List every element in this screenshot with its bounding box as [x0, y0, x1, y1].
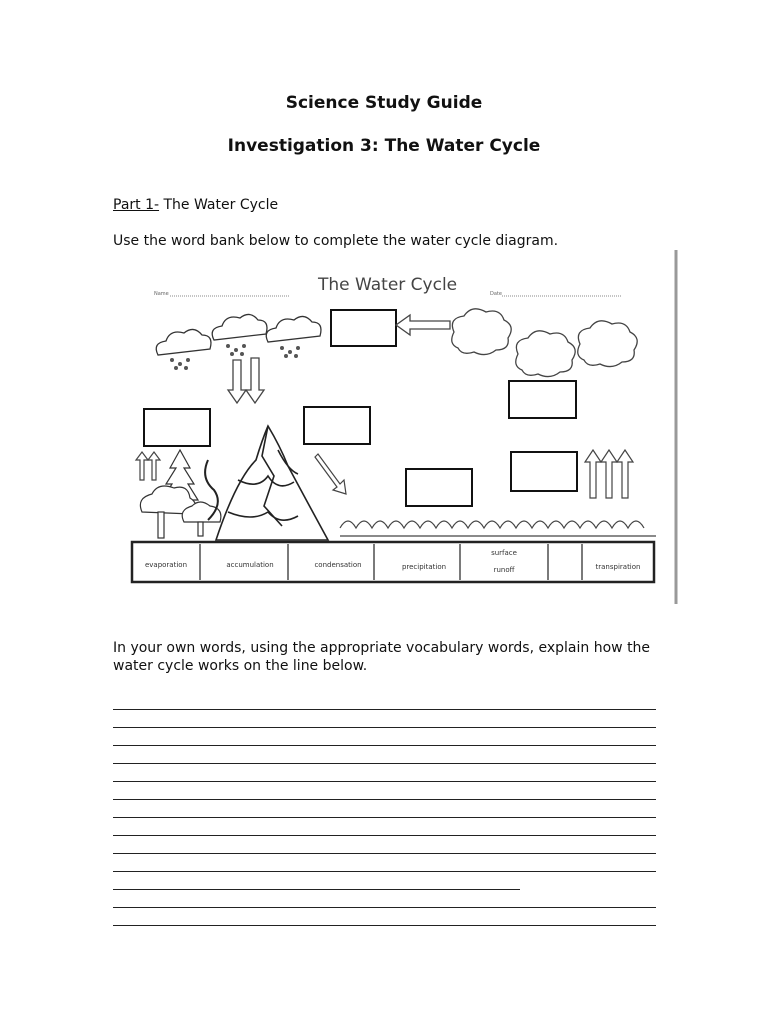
water-cycle-diagram [128, 250, 680, 606]
word-bank [132, 542, 654, 582]
answer-line[interactable] [113, 853, 656, 854]
answer-line[interactable] [113, 871, 656, 872]
word-surface-runoff: surface runoff [491, 549, 517, 574]
cloud-icon [452, 309, 637, 377]
part-label: Part 1- [113, 197, 160, 213]
answer-line[interactable] [113, 763, 656, 764]
answer-line[interactable] [113, 817, 656, 818]
answer-line[interactable] [113, 781, 656, 782]
word-evaporation: evaporation [144, 561, 188, 569]
answer-line[interactable] [113, 835, 656, 836]
page-subtitle: Investigation 3: The Water Cycle [227, 136, 541, 156]
answer-box-right-mid [511, 452, 577, 491]
answer-box-right-top [509, 381, 576, 418]
diagram-date-label: Date [490, 291, 502, 297]
answer-line[interactable] [113, 925, 656, 926]
answer-line[interactable] [113, 727, 656, 728]
waves-icon [340, 521, 656, 536]
answer-box-top [331, 310, 396, 346]
part-heading [113, 196, 278, 214]
answer-line[interactable] [113, 799, 656, 800]
left-arrow-icon [396, 315, 450, 335]
answer-box-bottom [406, 469, 472, 506]
diagonal-arrow-icon [315, 454, 346, 494]
diagram-heading: The Water Cycle [318, 275, 458, 295]
word-transpiration: transpiration [595, 563, 641, 571]
answer-box-mountain [304, 407, 370, 444]
answer-line[interactable] [113, 907, 656, 908]
answer-line[interactable] [113, 709, 656, 710]
down-arrow-icon [228, 358, 264, 403]
diagram-name-label: Name [154, 291, 169, 297]
answer-line[interactable] [113, 889, 520, 890]
instructions: Use the word bank below to complete the water cycle diagram. [113, 233, 559, 249]
answer-line[interactable] [113, 745, 656, 746]
word-condensation: condensation [314, 561, 362, 569]
word-accumulation: accumulation [226, 561, 274, 569]
part-title: The Water Cycle [159, 197, 279, 213]
explain-prompt: In your own words, using the appropriate vocabulary words, explain how the water cycle works on the line below. [113, 640, 651, 674]
page-title: Science Study Guide [285, 93, 483, 113]
word-precipitation: precipitation [401, 563, 447, 571]
answer-box-left [144, 409, 210, 446]
